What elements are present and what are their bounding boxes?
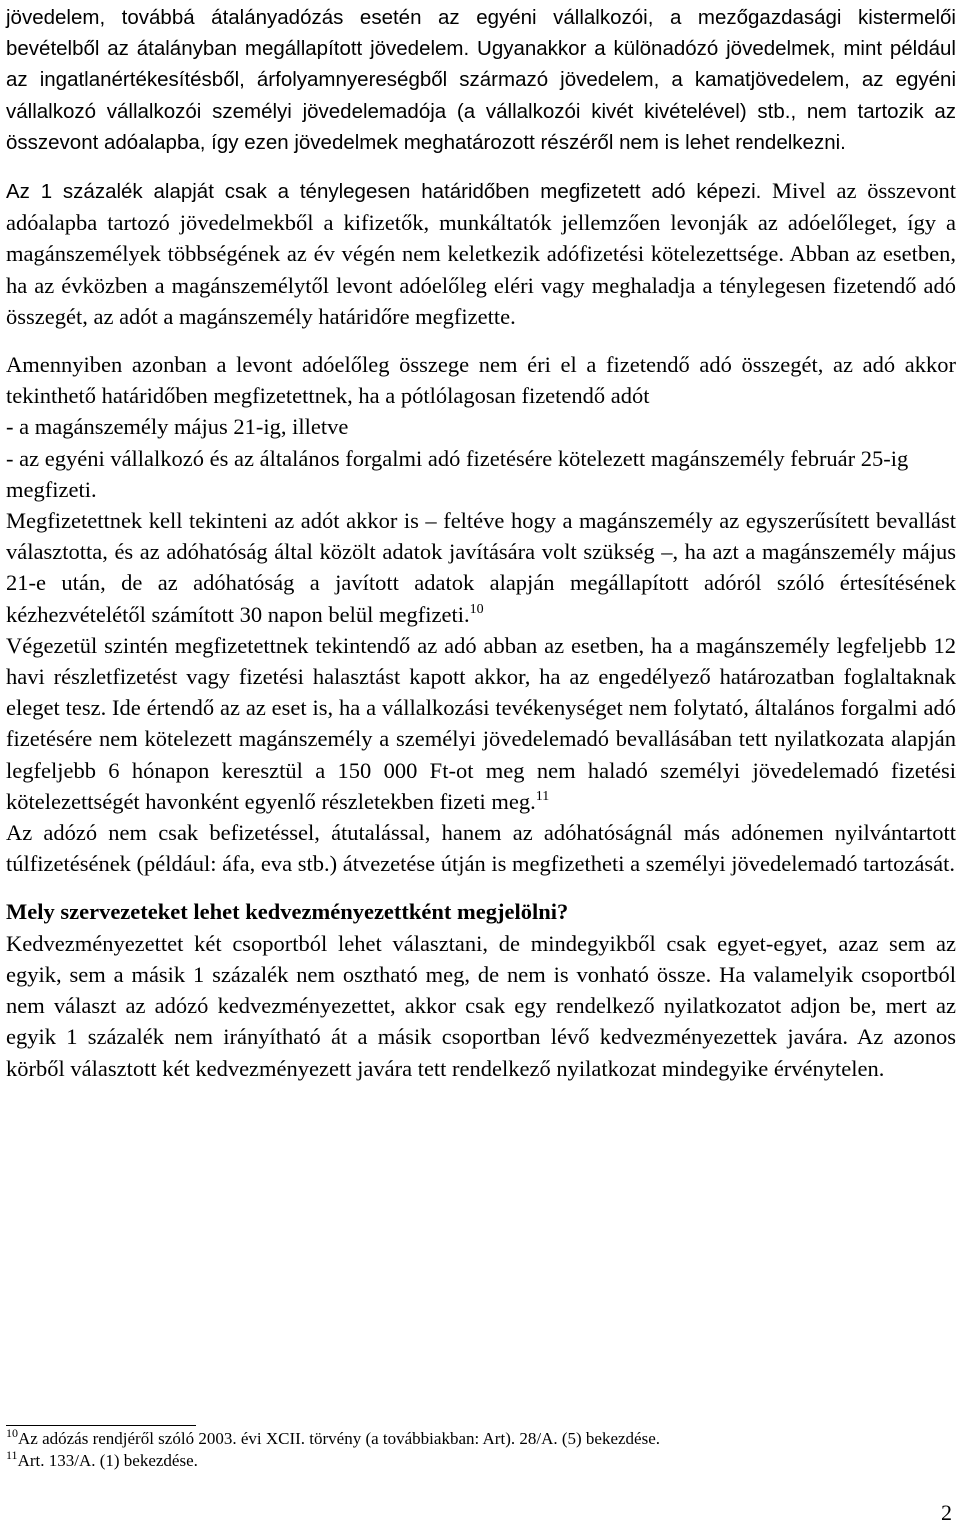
payment-deadline-item-1: - a magánszemély május 21-ig, illetve <box>6 414 349 440</box>
section-heading: Mely szervezeteket lehet kedvezményezettként megjelölni? <box>6 899 569 925</box>
footnote-11 <box>6 1450 956 1472</box>
footnote-10 <box>6 1428 956 1450</box>
paragraph-installments-text: Végezetül szintén megfizetettnek tekintendő az adó abban az esetben, ha a magánszemély legfeljebb 12 havi részletfizetést vagy fizetési halasztást kapott akkor, ha az engedélyező határozatban foglaltaknak eleget tesz. Ide értendő az az eset is, ha a vállalkozási tevékenységet nem folytató, általános forgalmi adó fizetésére nem kötelezett magánszemély a személyi jövedelemadó bevallásában tett nyilatkozata alapján legfeljebb 6 hónapon keresztül a 150 000 Ft-ot meg nem haladó személyi jövedelemadó fizetési kötelezettségét havonként egyenlő részletekben fizeti meg. <box>6 632 956 814</box>
paragraph-overpayment-transfer: Az adózó nem csak befizetéssel, átutalással, hanem az adóhatóságnál más adónemen nyilvántartott túlfizetésének (például: áfa, eva stb.) átvezetése útján is megfizetheti a személyi jövedelemadó tartozását. <box>6 820 956 877</box>
footnote-ref-10[interactable]: 10 <box>469 601 484 617</box>
paragraph-one-percent-base <box>6 175 956 332</box>
page-number: 2 <box>941 1500 952 1525</box>
footnote-number: 10 <box>6 1426 18 1440</box>
paragraph-installments <box>6 630 956 817</box>
footnote-divider <box>6 1425 196 1426</box>
paragraph-body: Mivel az összevont adóalapba tartozó jövedelmekből a kifizetők, munkáltatók jellemzően levonják az adóelőleget, így a magánszemélyek többségének az év végén nem keletkezik adófizetési kötelezettsége. Abban az esetben, ha az évközben a magánszemélytől levont adóelőleg eléri vagy meghaladja a ténylegesen fizetendő adó összegét, az adót a magánszemély határidőre megfizette. <box>6 178 956 329</box>
footnote-number: 11 <box>6 1448 18 1462</box>
paragraph-lead-sentence: Az 1 százalék alapját csak a ténylegesen határidőben megfizetett adó képezi. <box>6 180 762 204</box>
footnote-text: Art. 133/A. (1) bekezdése. <box>17 1451 198 1470</box>
paragraph-simplified-return <box>6 505 956 630</box>
paragraph-beneficiaries: Kedvezményezettet két csoportból lehet választani, de mindegyikből csak egyet-egyet, azaz sem az egyik, sem a másik 1 százalék nem osztható meg, de nem is vonható össze. Ha valamelyik csoportból nem választ az adózó kedvezményezettet, akkor csak egy rendelkező nyilatkozatot adjon be, mert az egyik 1 százalék nem irányítható át a másik csoportban lévő kedvezményezettek javára. Az azonos körből választott két kedvezményezett javára tett rendelkező nyilatkozat mindegyike érvénytelen. <box>6 930 956 1081</box>
footnotes <box>6 1428 956 1472</box>
paragraph-simplified-return-text: Megfizetettnek kell tekinteni az adót akkor is – feltéve hogy a magánszemély az egyszerűsített bevallást választotta, és az adóhatóság által közölt adatok javítására volt szükség –, ha azt a magánszemély május 21-e után, de az adóhatóság a javított adatok alapján megállapított adóról szóló értesítésének kézhezvételétől számított 30 napon belül megfizeti. <box>6 508 956 627</box>
footnote-ref-11[interactable]: 11 <box>535 788 550 804</box>
payment-deadline-intro: Amennyiben azonban a levont adóelőleg összege nem éri el a fizetendő adó összegét, az adó akkor tekinthető határidőben megfizetettnek, ha a pótlólagosan fizetendő adót <box>6 352 956 409</box>
payment-deadline-item-2: - az egyéni vállalkozó és az általános forgalmi adó fizetésére kötelezett magánszemély február 25-ig <box>6 445 909 471</box>
paragraph-payment-deadlines <box>6 349 956 505</box>
payment-deadline-closing: megfizeti. <box>6 476 97 502</box>
footnote-text: Az adózás rendjéről szóló 2003. évi XCII. törvény (a továbbiakban: Art). 28/A. (5) bekezdése. <box>18 1429 661 1448</box>
document-page <box>6 0 956 1084</box>
paragraph-income-types: jövedelem, továbbá átalányadózás esetén az egyéni vállalkozói, a mezőgazdasági kistermelői bevételből az átalányban megállapított jövedelem. Ugyanakkor a különadózó jövedelmek, mint például az ingatlanértékesítésből, árfolyamnyereségből származó jövedelem, a kamatjövedelem, az egyéni vállalkozó vállalkozói személyi jövedelemadója (a vállalkozói kivét kivételével) stb., nem tartozik az összevont adóalapba, így ezen jövedelmek meghatározott részéről nem is lehet rendelkezni. <box>6 6 956 154</box>
